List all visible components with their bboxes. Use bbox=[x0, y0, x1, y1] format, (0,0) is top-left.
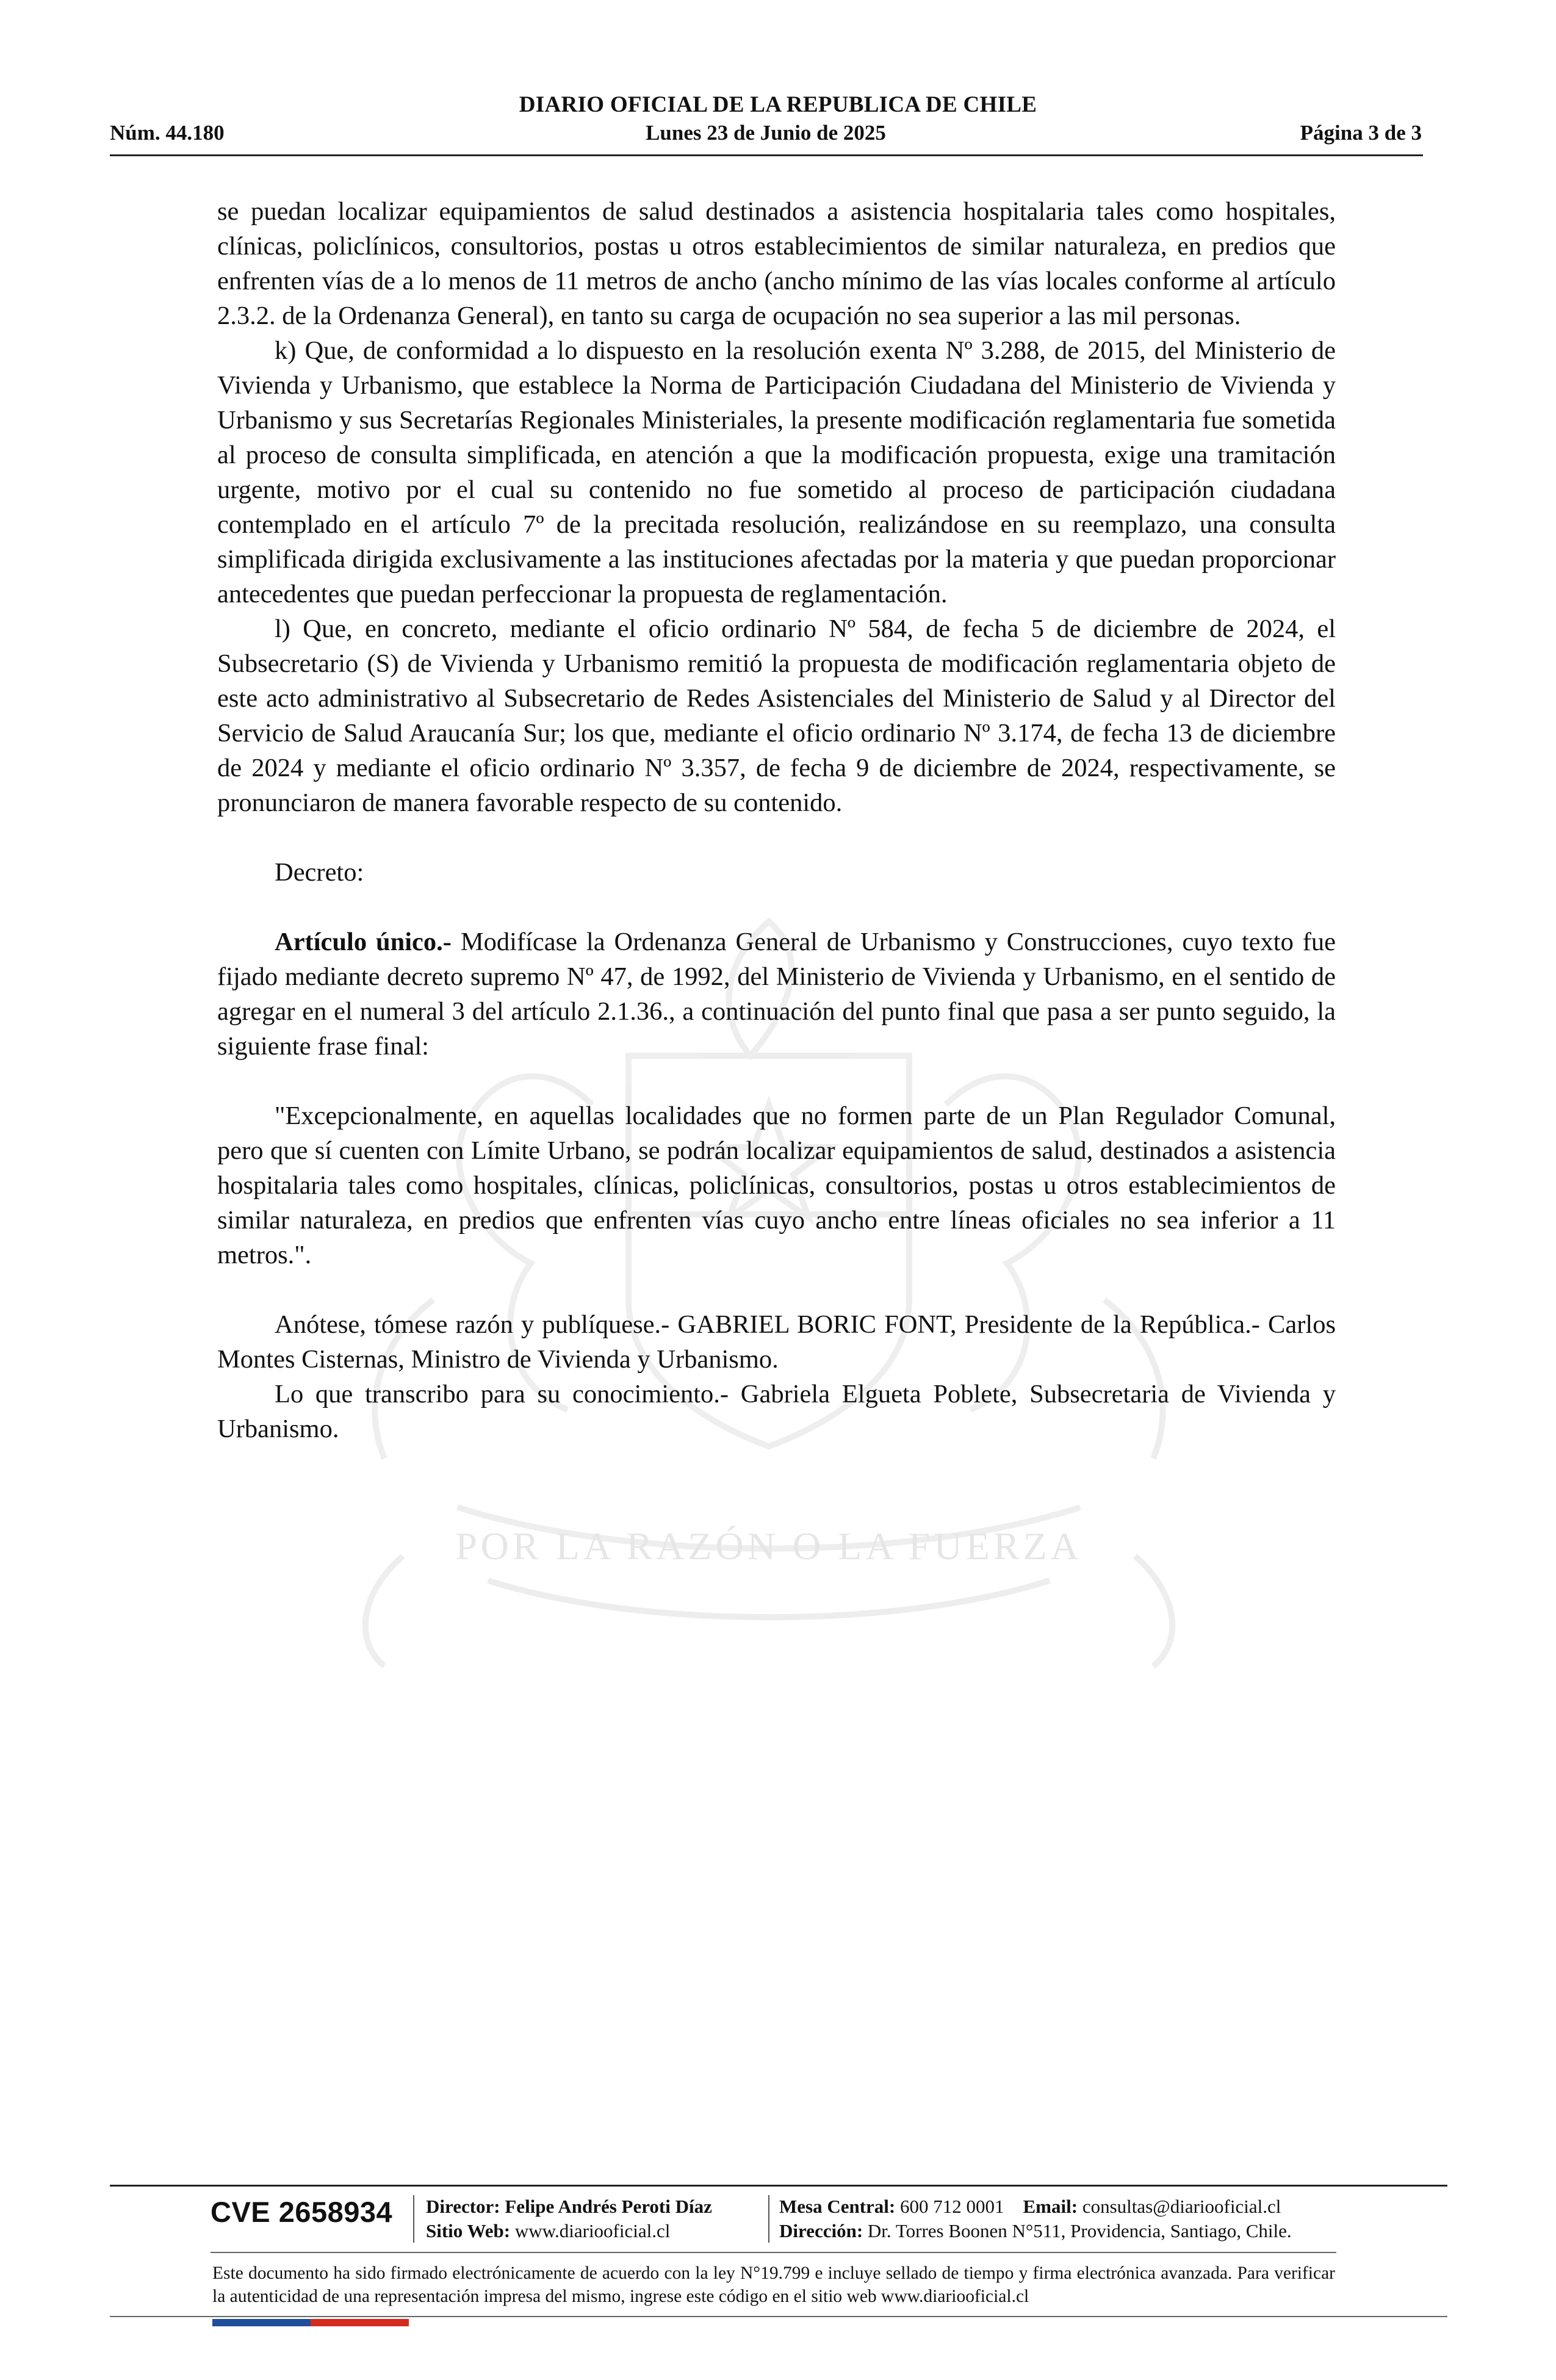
articulo-unico bbox=[217, 925, 1336, 1064]
closing-signature: Anótese, tómese razón y publíquese.- GABRIEL BORIC FONT, Presidente de la República.- Carlos Montes Cisternas, Ministro de Vivienda y Urbanismo. bbox=[217, 1310, 1336, 1374]
cve-code: CVE 2658934 bbox=[211, 2196, 393, 2228]
header-divider bbox=[110, 154, 1423, 156]
footer-divider-mid bbox=[211, 2252, 1336, 2253]
paragraph-l: l) Que, en concreto, mediante el oficio ordinario Nº 584, de fecha 5 de diciembre de 2024, el Subsecretario (S) de Vivienda y Urbanismo remitió la propuesta de modificación reglamentaria objeto de este acto administrativo al Subsecretario de Redes Asistenciales del Ministerio de Salud y al Director del Servicio de Salud Araucanía Sur; los que, mediante el oficio ordinario Nº 3.174, de fecha 13 de diciembre de 2024 y mediante el oficio ordinario Nº 3.357, de fecha 9 de diciembre de 2024, respectivamente, se pronunciaron de manera favorable respecto de su contenido. bbox=[217, 615, 1336, 817]
director-label: Director: bbox=[426, 2196, 500, 2217]
email-link[interactable]: consultas@diariooficial.cl bbox=[1082, 2196, 1281, 2217]
direccion-label: Dirección: bbox=[779, 2220, 863, 2241]
articulo-label: Artículo único.- bbox=[275, 928, 452, 956]
page-indicator: Página 3 de 3 bbox=[1300, 121, 1422, 145]
flag-stripe-red bbox=[311, 2319, 409, 2326]
issue-number: Núm. 44.180 bbox=[110, 121, 225, 145]
document-body bbox=[217, 194, 1336, 1446]
signature-note: Este documento ha sido firmado electrónicamente de acuerdo con la ley N°19.799 e incluye sellado de tiempo y firma electrónica avanzada. Para verificar la autenticidad de una representación impresa del mismo, ingrese este código en el sitio web www.diariooficial.cl bbox=[212, 2263, 1335, 2306]
director-name: Felipe Andrés Peroti Díaz bbox=[505, 2196, 712, 2217]
issue-date: Lunes 23 de Junio de 2025 bbox=[646, 121, 886, 145]
footer-divider-top bbox=[110, 2185, 1447, 2187]
flag-stripe-blue bbox=[212, 2319, 311, 2326]
footer-separator bbox=[768, 2195, 769, 2243]
web-link[interactable]: www.diariooficial.cl bbox=[514, 2220, 671, 2241]
quoted-amendment: "Excepcionalmente, en aquellas localidades que no formen parte de un Plan Regulador Comunal, pero que sí cuenten con Límite Urbano, se podrán localizar equipamientos de salud, destinados a asistencia hospitalaria tales como hospitales, clínicas, policlínicas, consultorios, postas u otros establecimientos de similar naturaleza, en predios que enfrenten vías cuyo ancho entre líneas oficiales no sea inferior a 11 metros.". bbox=[217, 1102, 1336, 1269]
mesa-label: Mesa Central: bbox=[779, 2196, 896, 2217]
newspaper-title: DIARIO OFICIAL DE LA REPUBLICA DE CHILE bbox=[519, 92, 1037, 117]
paragraph-continuation: se puedan localizar equipamientos de salud destinados a asistencia hospitalaria tales como hospitales, clínicas, policlínicos, consultorios, postas u otros establecimientos de similar naturaleza, en predios que enfrenten vías de a lo menos de 11 metros de ancho (ancho mínimo de las vías locales conforme al artículo 2.3.2. de la Ordenanza General), en tanto su carga de ocupación no sea superior a las mil personas. bbox=[217, 197, 1336, 330]
paragraph-k: k) Que, de conformidad a lo dispuesto en la resolución exenta Nº 3.288, de 2015, del Ministerio de Vivienda y Urbanismo, que establece la Norma de Participación Ciudadana del Ministerio de Vivienda y Urbanismo y sus Secretarías Regionales Ministeriales, la presente modificación reglamentaria fue sometida al proceso de consulta simplificada, en atención a que la modificación propuesta, exige una tramitación urgente, motivo por el cual su contenido no fue sometido al proceso de participación ciudadana contemplado en el artículo 7º de la precitada resolución, realizándose en su reemplazo, una consulta simplificada dirigida exclusivamente a las instituciones afectadas por la materia y que puedan proporcionar antecedentes que puedan perfeccionar la propuesta de reglamentación. bbox=[217, 336, 1336, 608]
footer-divider-bottom bbox=[110, 2316, 1447, 2317]
decreto-heading: Decreto: bbox=[275, 858, 364, 887]
closing-transcription: Lo que transcribo para su conocimiento.- Gabriela Elgueta Poblete, Subsecretaria de Vivienda y Urbanismo. bbox=[217, 1380, 1336, 1443]
direccion-value: Dr. Torres Boonen N°511, Providencia, Santiago, Chile. bbox=[867, 2220, 1292, 2241]
email-label: Email: bbox=[1023, 2196, 1078, 2217]
footer-separator bbox=[413, 2195, 414, 2243]
footer-director-block bbox=[426, 2194, 712, 2243]
watermark-motto: POR LA RAZÓN O LA FUERZA bbox=[455, 1524, 1082, 1568]
header-row bbox=[110, 121, 1422, 150]
web-label: Sitio Web: bbox=[426, 2220, 511, 2241]
mesa-phone: 600 712 0001 bbox=[900, 2196, 1004, 2217]
articulo-text: Modifícase la Ordenanza General de Urbanismo y Construcciones, cuyo texto fue fijado mediante decreto supremo Nº 47, de 1992, del Ministerio de Vivienda y Urbanismo, en el sentido de agregar en el numeral 3 del artículo 2.1.36., a continuación del punto final que pasa a ser punto seguido, la siguiente frase final: bbox=[217, 928, 1336, 1061]
footer-contact-block bbox=[779, 2194, 1292, 2243]
